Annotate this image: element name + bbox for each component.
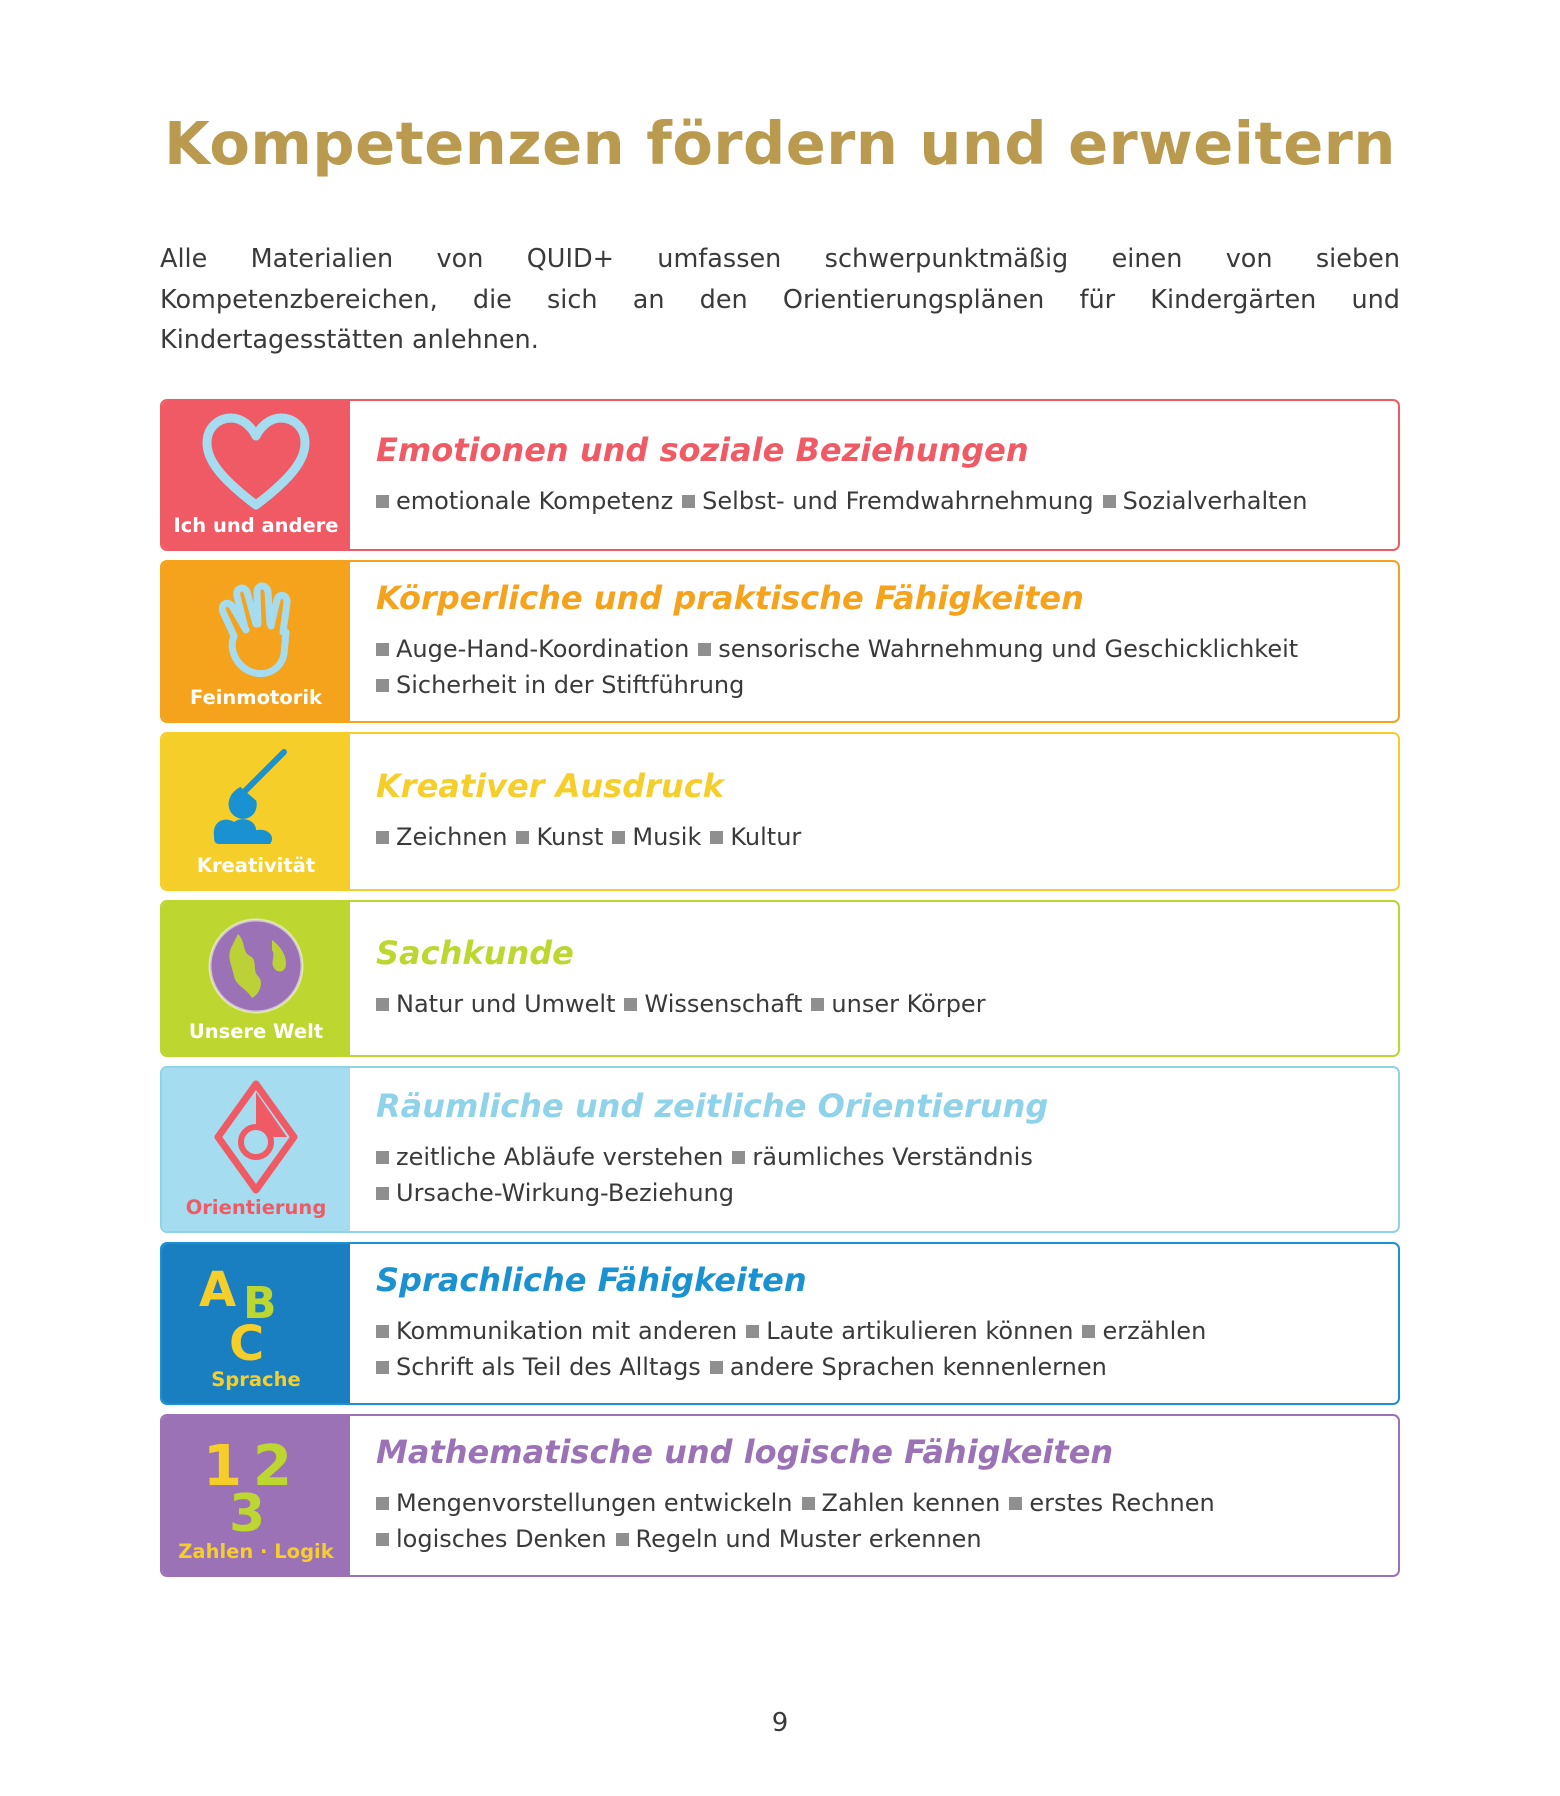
bullet-square-icon (376, 679, 389, 692)
card-tag-list (376, 986, 1372, 1022)
card-tag (376, 986, 615, 1022)
card-body (350, 734, 1398, 889)
card-tag-list (376, 1139, 1372, 1211)
card-tag-label: Mengenvorstellungen entwickeln (396, 1488, 793, 1517)
card-tag-label: Laute artikulieren können (766, 1316, 1074, 1345)
card-tag-label: Wissenschaft (644, 989, 803, 1018)
bullet-square-icon (732, 1151, 745, 1164)
bullet-square-icon (624, 998, 637, 1011)
card-heading: Emotionen und soziale Beziehungen (376, 430, 1029, 469)
card-body (350, 562, 1398, 721)
svg-text:2: 2 (253, 1433, 292, 1499)
card-tag (1009, 1485, 1214, 1521)
card-tag (376, 1139, 723, 1175)
card-tag (802, 1485, 1001, 1521)
card-tag-label: emotionale Kompetenz (396, 486, 674, 515)
card-heading: Räumliche und zeitliche Orientierung (376, 1087, 1049, 1126)
bullet-square-icon (1009, 1497, 1022, 1510)
bullet-square-icon (376, 1361, 389, 1374)
card-icon-panel (162, 1068, 350, 1231)
globe-icon (162, 902, 350, 1020)
card-heading: Sachkunde (376, 934, 574, 973)
svg-text:B: B (243, 1277, 277, 1329)
card-tag (732, 1139, 1032, 1175)
card-tag (376, 631, 689, 667)
card-tag-label: zeitliche Abläufe verstehen (396, 1142, 724, 1171)
competence-card (160, 1414, 1400, 1577)
card-tag (1103, 483, 1308, 519)
card-tag (811, 986, 985, 1022)
card-tag (376, 483, 673, 519)
card-tag-label: erstes Rechnen (1029, 1488, 1215, 1517)
competence-card (160, 1066, 1400, 1233)
card-tag (376, 1313, 737, 1349)
card-tag (376, 667, 744, 703)
card-tag (682, 483, 1093, 519)
card-icon-caption: Zahlen · Logik (178, 1539, 334, 1563)
card-tag (376, 1485, 793, 1521)
competence-card (160, 560, 1400, 723)
bullet-square-icon (1082, 1325, 1095, 1338)
card-icon-panel (162, 401, 350, 549)
bullet-square-icon (376, 643, 389, 656)
bullet-square-icon (616, 1533, 629, 1546)
card-icon-caption: Unsere Welt (188, 1020, 324, 1044)
numbers-123-icon (162, 1416, 350, 1540)
card-tag-label: Kunst (536, 822, 604, 851)
card-tag-label: Selbst- und Fremdwahrnehmung (702, 486, 1094, 515)
card-body (350, 902, 1398, 1055)
card-tag (376, 1175, 734, 1211)
card-tag (376, 819, 507, 855)
bullet-square-icon (698, 643, 711, 656)
card-tag-label: räumliches Verständnis (752, 1142, 1033, 1171)
bullet-square-icon (1103, 495, 1116, 508)
card-tag-label: andere Sprachen kennenlernen (729, 1352, 1107, 1381)
card-icon-panel (162, 1244, 350, 1403)
card-tag-label: Regeln und Muster erkennen (635, 1524, 982, 1553)
card-tag-label: Kommunikation mit anderen (396, 1316, 738, 1345)
card-icon-panel (162, 902, 350, 1055)
bullet-square-icon (376, 1325, 389, 1338)
card-heading: Körperliche und praktische Fähigkeiten (376, 579, 1084, 618)
card-body (350, 1068, 1398, 1231)
card-heading: Kreativer Ausdruck (376, 767, 724, 806)
card-tag-label: Musik (632, 822, 702, 851)
card-tag-label: Sicherheit in der Stiftführung (396, 671, 745, 700)
card-tag (710, 819, 801, 855)
card-heading: Sprachliche Fähigkeiten (376, 1261, 807, 1300)
page-title: Kompetenzen fördern und erweitern (164, 109, 1396, 178)
card-tag (516, 819, 603, 855)
bullet-square-icon (811, 998, 824, 1011)
bullet-square-icon (710, 1361, 723, 1374)
card-tag-label: Kultur (730, 822, 802, 851)
card-icon-panel (162, 734, 350, 889)
bullet-square-icon (376, 998, 389, 1011)
card-tag-label: unser Körper (831, 989, 986, 1018)
competence-card (160, 900, 1400, 1057)
bullet-square-icon (802, 1497, 815, 1510)
card-icon-caption: Kreativität (196, 854, 316, 878)
card-tag (624, 986, 802, 1022)
card-tag-label: Schrift als Teil des Alltags (396, 1352, 701, 1381)
card-icon-caption: Sprache (211, 1367, 301, 1391)
card-tag (698, 631, 1298, 667)
svg-text:1: 1 (203, 1433, 242, 1499)
bullet-square-icon (376, 1187, 389, 1200)
bullet-square-icon (376, 1497, 389, 1510)
svg-text:3: 3 (229, 1483, 266, 1539)
card-tag (1082, 1313, 1206, 1349)
card-body (350, 401, 1398, 549)
bullet-square-icon (376, 1533, 389, 1546)
card-tag-list (376, 1485, 1372, 1557)
competence-card (160, 1242, 1400, 1405)
card-tag-label: Auge-Hand-Koordination (396, 635, 690, 664)
card-tag (746, 1313, 1073, 1349)
card-tag-label: sensorische Wahrnehmung und Geschicklichkeit (718, 635, 1299, 664)
compass-icon (162, 1068, 350, 1196)
competence-card (160, 399, 1400, 551)
card-tag (710, 1349, 1107, 1385)
svg-text:A: A (199, 1261, 237, 1318)
card-tag-list (376, 483, 1372, 519)
card-tag (612, 819, 701, 855)
bullet-square-icon (612, 831, 625, 844)
card-tag-label: logisches Denken (396, 1524, 607, 1553)
card-tag (376, 1521, 607, 1557)
bullet-square-icon (710, 831, 723, 844)
card-icon-caption: Orientierung (185, 1196, 327, 1220)
competence-card-list (160, 399, 1400, 1576)
card-tag-list (376, 631, 1372, 703)
paintbrush-icon (162, 734, 350, 854)
page-number: 9 (771, 1708, 789, 1738)
hand-icon (162, 562, 350, 686)
bullet-square-icon (682, 495, 695, 508)
card-body (350, 1244, 1398, 1403)
card-tag-label: Zeichnen (396, 822, 508, 851)
bullet-square-icon (516, 831, 529, 844)
card-icon-panel (162, 1416, 350, 1575)
card-icon-panel (162, 562, 350, 721)
abc-letters-icon (162, 1244, 350, 1368)
bullet-square-icon (746, 1325, 759, 1338)
card-tag-label: Sozialverhalten (1122, 486, 1308, 515)
bullet-square-icon (376, 831, 389, 844)
card-heading: Mathematische und logische Fähigkeiten (376, 1432, 1114, 1471)
card-tag-label: Ursache-Wirkung-Beziehung (396, 1178, 734, 1207)
card-tag-list (376, 1313, 1372, 1385)
bullet-square-icon (376, 495, 389, 508)
card-body (350, 1416, 1398, 1575)
svg-text:C: C (229, 1315, 265, 1366)
card-tag-label: erzählen (1102, 1316, 1207, 1345)
heart-icon (162, 401, 350, 514)
competence-card (160, 732, 1400, 891)
card-icon-caption: Ich und andere (173, 514, 339, 538)
card-tag-label: Natur und Umwelt (396, 989, 616, 1018)
intro-paragraph: Alle Materialien von QUID+ umfassen schwerpunktmäßig einen von sieben Kompetenzbereichen, die sich an den Orientierungsplänen für Kindergärten und Kindertagesstätten anlehnen. (160, 243, 1400, 356)
card-tag-list (376, 819, 1372, 855)
card-tag (616, 1521, 982, 1557)
card-tag-label: Zahlen kennen (821, 1488, 1001, 1517)
card-icon-caption: Feinmotorik (189, 686, 323, 710)
card-tag (376, 1349, 701, 1385)
bullet-square-icon (376, 1151, 389, 1164)
